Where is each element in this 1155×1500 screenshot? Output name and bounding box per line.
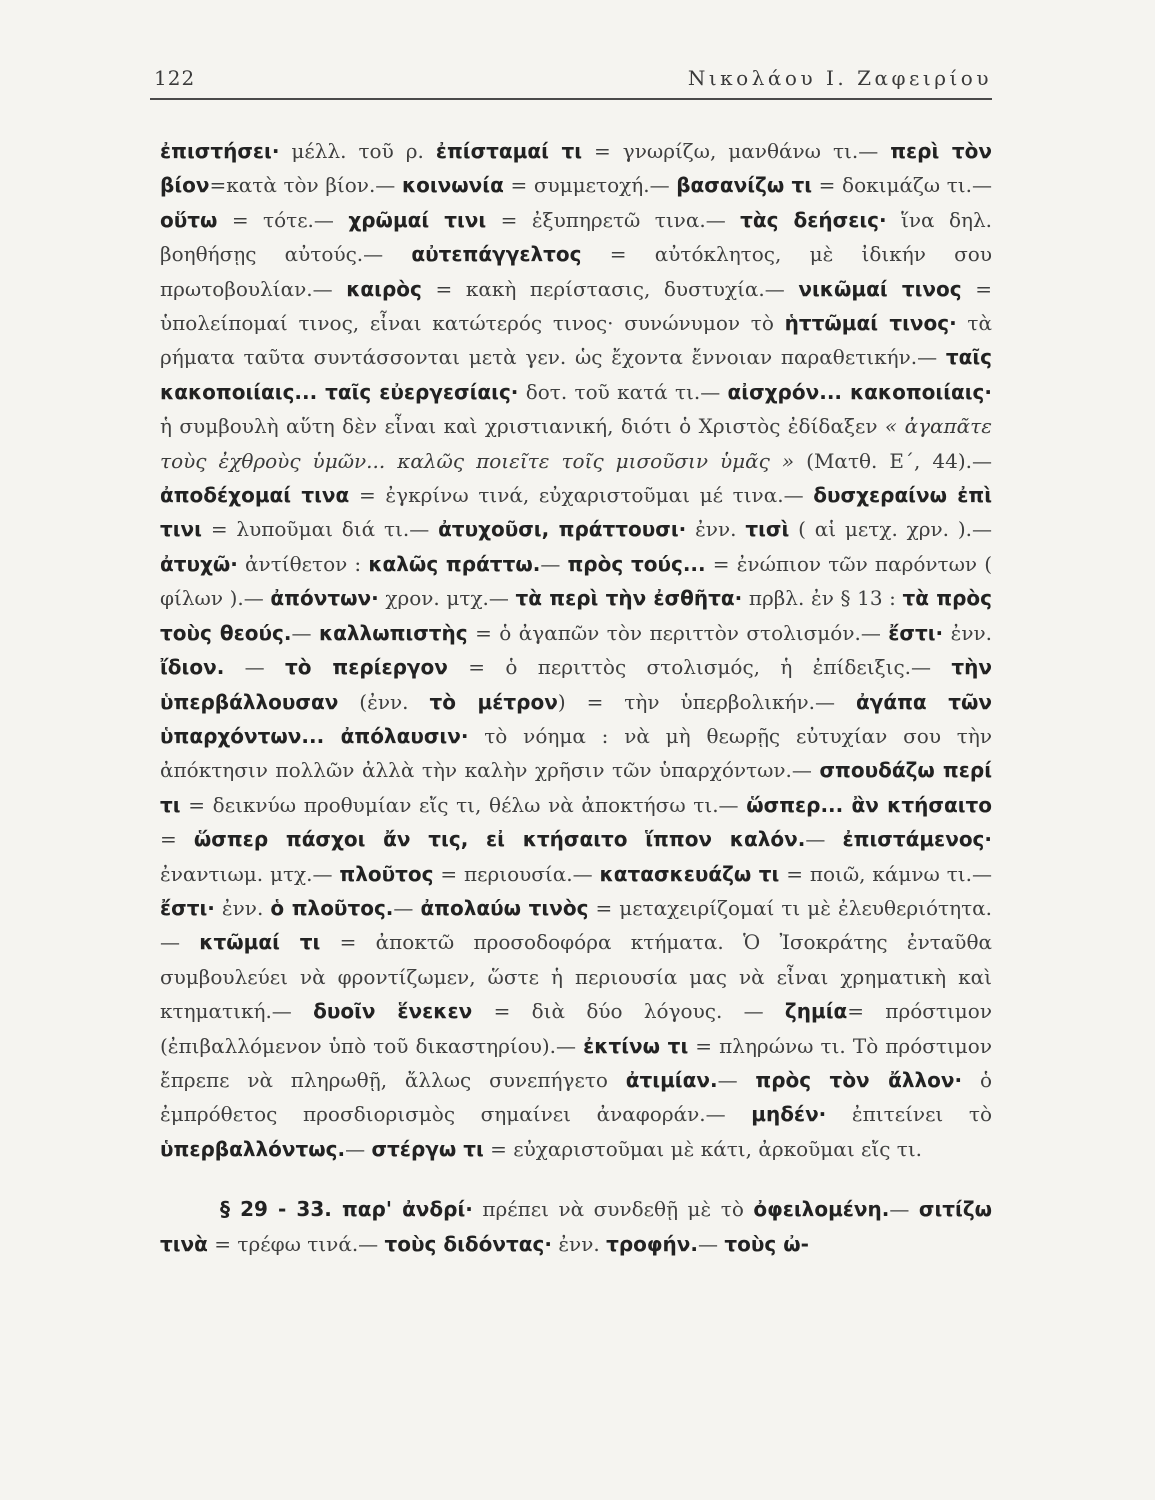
lemma-term: ἔστι· — [888, 620, 944, 645]
lemma-term: αὐτεπάγγελτος — [411, 242, 582, 267]
lemma-term: ὥσπερ... ἂν κτήσαιτο — [746, 792, 992, 817]
quotation: « ἀγαπᾶτε τοὺς ἐχθροὺς ὑμῶν... καλῶς ποιεῖτε τοῖς μισοῦσιν ὑμᾶς » — [160, 414, 992, 473]
gloss-text: (ἐνν. — [338, 689, 430, 714]
running-head: Νικολάου Ι. Ζαφειρίου — [687, 66, 992, 90]
lemma-term: ἀπόντων· — [270, 586, 379, 611]
gloss-text: ἐνν. — [214, 895, 271, 920]
lemma-term: ἀπολαύω τινὸς — [420, 895, 589, 920]
lemma-term: στέργω τι — [371, 1136, 484, 1161]
gloss-text: = συμμετοχή.— — [503, 173, 677, 198]
gloss-text: = ὁ ἀγαπῶν τὸν περιττὸν στολισμόν.— — [467, 620, 889, 645]
gloss-text: = πρόστιμον (ἐπιβαλλόμενον ὑπὸ τοῦ δικαστηρίου).— — [160, 999, 992, 1058]
lemma-term: ἀτυχοῦσι, πράττουσι· — [438, 517, 687, 542]
lemma-term: τροφήν. — [606, 1231, 699, 1256]
lemma-term: κατασκευάζω τι — [599, 861, 780, 886]
gloss-text: ἐναντιωμ. μτχ.— — [160, 861, 340, 886]
gloss-text: = ἐγκρίνω τινά, εὐχαριστοῦμαι μέ τινα.— — [349, 483, 814, 508]
gloss-text: = γνωρίζω, μανθάνω τι.— — [582, 139, 891, 163]
gloss-text: ἡ συμβουλὴ αὕτη δὲν εἶναι καὶ χριστιανική, διότι ὁ Χριστὸς ἐδίδαξεν — [160, 414, 885, 439]
gloss-text: ἐπιτείνει τὸ — [826, 1102, 992, 1127]
lemma-term: τοὺς ὠ- — [724, 1231, 809, 1256]
gloss-text: — — [540, 551, 568, 576]
body-text — [160, 134, 992, 1261]
gloss-text: = κακὴ περίστασις, δυστυχία.— — [421, 276, 799, 301]
section-paragraph — [160, 1192, 992, 1261]
gloss-text: ) = τὴν ὑπερβολικήν.— — [557, 689, 856, 714]
gloss-text: = ἀποκτῶ προσοδοφόρα κτήματα. Ὁ Ἰσοκράτης ἐνταῦθα συμβουλεύει νὰ φροντίζωμεν, ὥστε ἡ περιουσία μας νὰ εἶναι χρηματικὴ καὶ κτηματική.— — [160, 930, 993, 1024]
gloss-text: = πληρώνω τι. Τὸ πρόστιμον ἔπρεπε νὰ πληρωθῇ, ἄλλως συνεπήγετο — [160, 1033, 992, 1092]
lemma-term: ἀποδέχομαί τινα — [160, 483, 350, 508]
lemma-term: ἐπιστάμενος· — [842, 827, 993, 852]
gloss-text: ἐνν. — [943, 620, 993, 645]
lemma-term: τοὺς διδόντας· — [384, 1231, 552, 1256]
page-number: 122 — [154, 66, 196, 90]
lemma-term: ἡττῶμαί τινος· — [784, 311, 957, 336]
gloss-text: — — [889, 1197, 919, 1222]
gloss-text: χρον. μτχ.— — [378, 586, 516, 611]
lemma-term: § 29 - 33. παρ' ἀνδρί· — [220, 1197, 473, 1222]
lemma-term: ἴδιον. — [160, 655, 225, 680]
gloss-text: — — [291, 620, 319, 645]
gloss-text: = ὁ περιττὸς στολισμός, ἡ ἐπίδειξις.— — [447, 655, 952, 680]
lemma-term: ἀτυχῶ· — [160, 551, 238, 576]
lemma-term: καλῶς πράττω. — [368, 551, 541, 576]
lemma-term: ἔστι· — [160, 895, 215, 920]
lemma-term: σιτίζω τινὰ — [160, 1197, 993, 1256]
gloss-text: — — [698, 1231, 725, 1256]
commentary-paragraph — [160, 134, 992, 1166]
gloss-text: πρέπει νὰ συνδεθῇ μὲ τὸ — [472, 1197, 754, 1222]
lemma-term: ἀγάπα τῶν ὑπαρχόντων... ἀπόλαυσιν· — [160, 689, 992, 748]
lemma-term: βασανίζω τι — [676, 173, 813, 198]
gloss-text: — — [393, 895, 421, 920]
lemma-term: σπουδάζω περί τι — [160, 758, 992, 817]
lemma-term: ζημία — [784, 999, 848, 1024]
gloss-text: = τρέφω τινά.— — [207, 1231, 385, 1256]
gloss-text: = δοκιμάζω τι.— — [812, 173, 993, 198]
lemma-term: ἀτιμίαν. — [625, 1067, 718, 1092]
gloss-text: — — [805, 827, 843, 852]
gloss-text: τὸ νόημα : νὰ μὴ θεωρῇς εὐτυχίαν σου τὴν ἀπόκτησιν πολλῶν ἀλλὰ τὴν καλὴν χρῆσιν τῶν ὑπαρχόντων.— — [160, 723, 992, 783]
gloss-text: = ὑπολείπομαί τινος, εἶναι κατώτερός τινος· συνώνυμον τὸ — [160, 276, 992, 336]
lemma-term: πρὸς τούς... — [567, 551, 706, 576]
lemma-term: καιρὸς — [346, 276, 422, 301]
gloss-text: (Ματθ. Ε΄, 44).— — [794, 448, 993, 473]
gloss-text: τὰ ρήματα ταῦτα συντάσσονται μετὰ γεν. ὡς ἔχοντα ἔννοιαν παραθετικήν.— — [160, 311, 993, 370]
gloss-text: πρβλ. ἐν § 13 : — [742, 586, 903, 611]
lemma-term: κτῶμαί τι — [199, 930, 321, 955]
lemma-term: τὰ πρὸς τοὺς θεούς. — [160, 586, 992, 645]
lemma-term: χρῶμαί τινι — [348, 207, 487, 232]
lemma-term: ὑπερβαλλόντως. — [160, 1136, 346, 1161]
gloss-text: = ποιῶ, κάμνω τι.— — [779, 861, 992, 886]
lemma-term: τὰ περὶ τὴν ἐσθῆτα· — [515, 586, 743, 611]
lemma-term: πρὸς τὸν ἄλλον· — [755, 1067, 963, 1092]
lemma-term: νικῶμαί τινος — [798, 276, 962, 301]
lemma-term: δυοῖν ἕνεκεν — [313, 999, 473, 1024]
lemma-term: ἐπιστήσει· — [160, 139, 280, 163]
gloss-text: = — [160, 827, 194, 852]
gloss-text: ἀντίθετον : — [237, 551, 369, 576]
lemma-term: τὰς δεήσεις· — [740, 207, 887, 232]
lemma-term: καλλωπιστὴς — [318, 620, 468, 645]
gloss-text: = λυποῦμαι διά τι.— — [201, 517, 439, 542]
lemma-term: πλοῦτος — [339, 861, 434, 886]
lemma-term: μηδέν· — [751, 1102, 827, 1127]
lemma-term: περὶ τὸν βίον — [160, 139, 992, 198]
lemma-term: δυσχεραίνω ἐπὶ τινι — [160, 483, 993, 542]
gloss-text: ἵνα δηλ. βοηθήσῃς αὐτούς.— — [160, 207, 993, 267]
gloss-text: = εὐχαριστοῦμαι μὲ κάτι, ἀρκοῦμαι εἴς τι. — [483, 1136, 923, 1161]
gloss-text: =κατὰ τὸν βίον.— — [209, 173, 402, 198]
gloss-text: = αὐτόκλητος, μὲ ἰδικήν σου πρωτοβουλίαν.— — [160, 242, 992, 301]
gloss-text: = ἐξυπηρετῶ τινα.— — [486, 207, 741, 232]
gloss-text: μέλλ. τοῦ ρ. — [279, 139, 436, 163]
lemma-term: τὸ μέτρον — [429, 689, 558, 714]
gloss-text: ὁ ἐμπρόθετος προσδιορισμὸς σημαίνει ἀναφοράν.— — [160, 1067, 992, 1127]
lemma-term: ὥσπερ πάσχοι ἄν τις, εἰ κτήσαιτο ἵππον καλόν. — [193, 827, 806, 852]
lemma-term: ταῖς κακοποιίαις... ταῖς εὐεργεσίαις· — [160, 345, 992, 404]
gloss-text: — — [345, 1136, 372, 1161]
gloss-text: = τότε.— — [217, 207, 349, 232]
gloss-text: ( αἱ μετχ. χρν. ).— — [789, 517, 993, 542]
gloss-text: = περιουσία.— — [433, 861, 600, 886]
lemma-term: τὴν ὑπερβάλλουσαν — [160, 655, 992, 714]
lemma-term: αἰσχρόν... κακοποιίαις· — [727, 379, 992, 404]
gloss-text: = διὰ δύο λόγους. — — [472, 999, 785, 1024]
gloss-text: = δεικνύω προθυμίαν εἴς τι, θέλω νὰ ἀποκτήσω τι.— — [180, 792, 747, 817]
gloss-text: ἐνν. — [551, 1231, 607, 1256]
gloss-text: = ἐνώπιον τῶν παρόντων ( φίλων ).— — [160, 551, 993, 611]
gloss-text: — — [717, 1067, 756, 1092]
lemma-term: οὕτω — [160, 207, 218, 232]
gloss-text: — — [224, 655, 285, 680]
lemma-term: κοινωνία — [401, 173, 504, 198]
lemma-term: ὁ πλοῦτος. — [270, 895, 394, 920]
lemma-term: τισὶ — [745, 517, 790, 542]
page-header — [150, 66, 992, 100]
gloss-text: δοτ. τοῦ κατά τι.— — [518, 379, 728, 404]
lemma-term: ἐκτίνω τι — [583, 1033, 689, 1058]
lemma-term: ἐπίσταμαί τι — [435, 139, 583, 163]
gloss-text: = μεταχειρίζομαί τι μὲ ἐλευθεριότητα.— — [160, 895, 992, 955]
lemma-term: τὸ περίεργον — [284, 655, 448, 680]
lemma-term: ὀφειλομένη. — [753, 1197, 890, 1222]
gloss-text: ἐνν. — [686, 517, 746, 542]
